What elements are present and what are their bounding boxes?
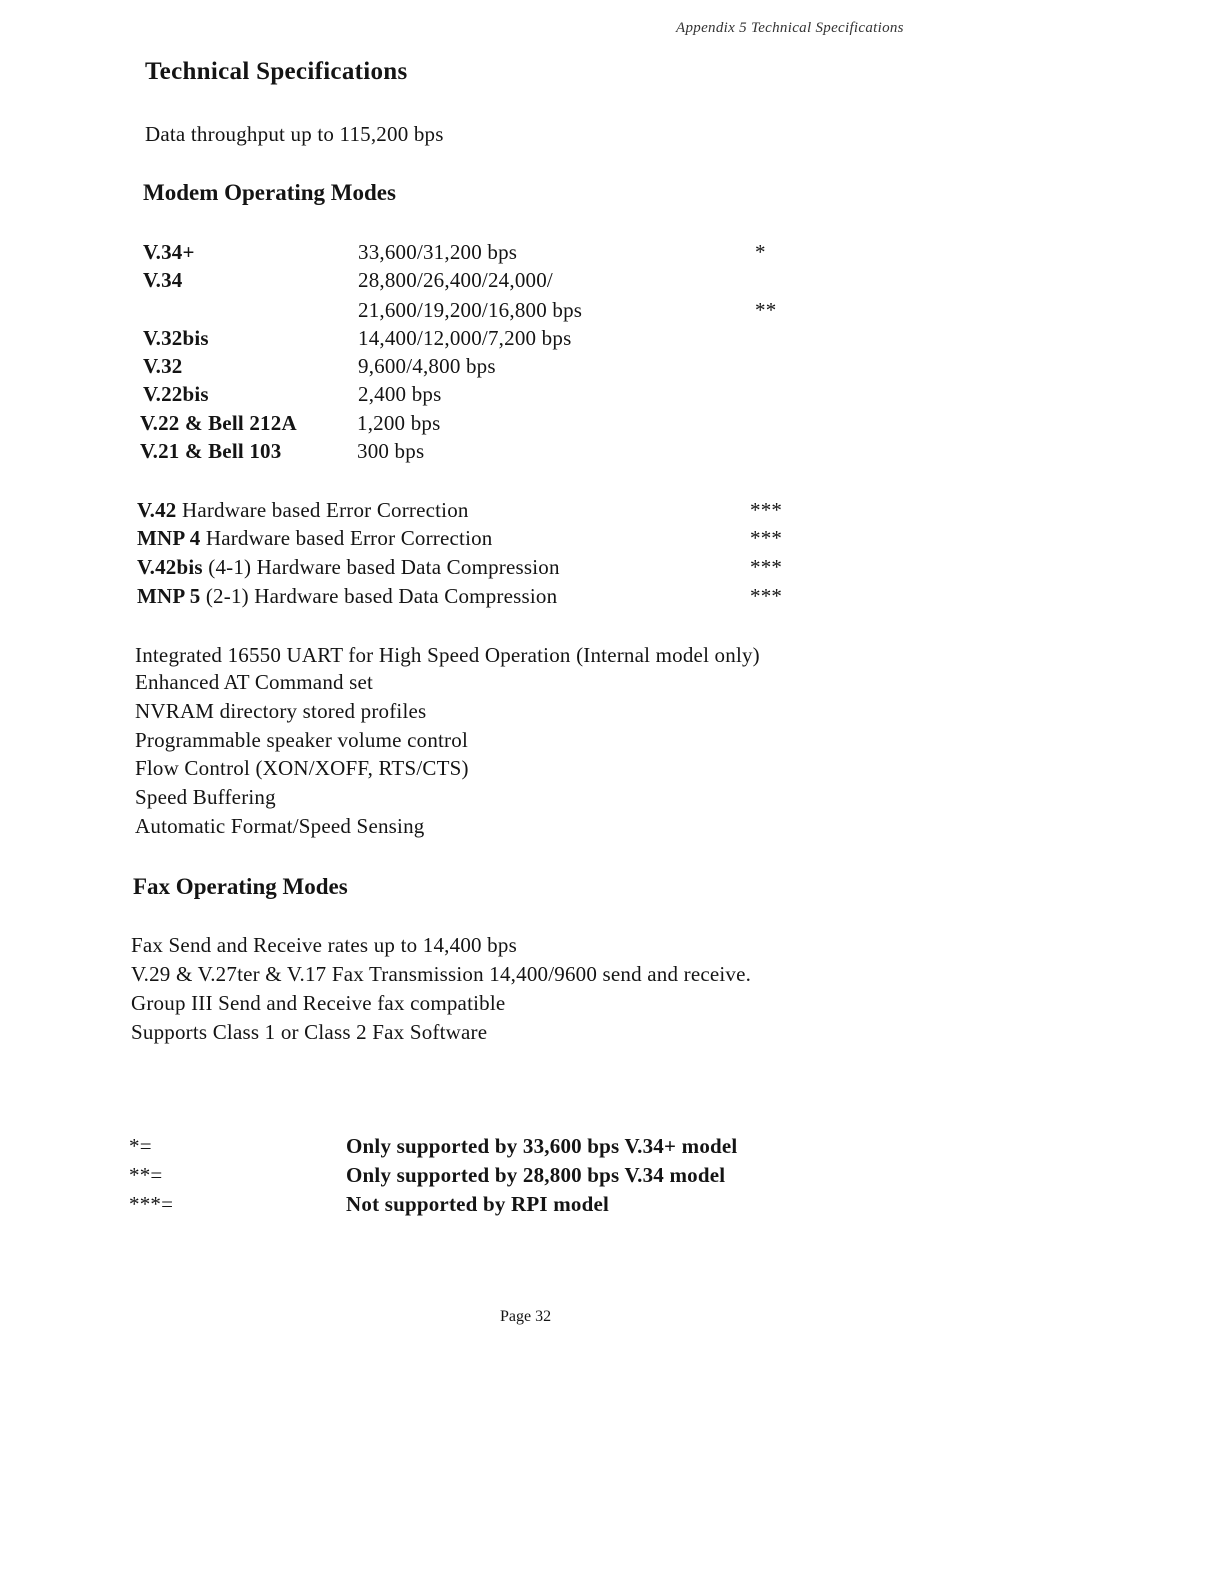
feature-row xyxy=(137,584,557,609)
feature-row xyxy=(137,555,560,580)
feature-mark: *** xyxy=(750,584,783,608)
throughput-text: Data throughput up to 115,200 bps xyxy=(145,122,444,146)
list-item: Enhanced AT Command set xyxy=(135,670,374,694)
mode-standard: V.34 xyxy=(143,268,183,292)
feature-desc: Hardware based Error Correction xyxy=(176,498,469,522)
mode-speed: 28,800/26,400/24,000/ xyxy=(358,268,553,292)
feature-mark: *** xyxy=(750,526,783,550)
mode-standard: V.21 & Bell 103 xyxy=(140,439,282,463)
mode-speed: 21,600/19,200/16,800 bps xyxy=(358,298,583,322)
footnote-key: ***= xyxy=(129,1192,174,1216)
list-item: Integrated 16550 UART for High Speed Operation (Internal model only) xyxy=(135,643,760,667)
footnote-key: *= xyxy=(129,1134,152,1158)
fax-section-heading: Fax Operating Modes xyxy=(133,874,348,899)
mode-speed: 9,600/4,800 bps xyxy=(358,354,496,378)
list-item: Flow Control (XON/XOFF, RTS/CTS) xyxy=(135,756,469,780)
feature-mark: *** xyxy=(750,555,783,579)
feature-mark: *** xyxy=(750,498,783,522)
running-header: Appendix 5 Technical Specifications xyxy=(676,20,904,36)
feature-desc: Hardware based Error Correction xyxy=(200,526,493,550)
page-number: Page 32 xyxy=(500,1308,552,1325)
feature-name: MNP 4 xyxy=(137,526,201,550)
list-item: Fax Send and Receive rates up to 14,400 bps xyxy=(131,933,517,957)
list-item: Speed Buffering xyxy=(135,785,276,809)
list-item: V.29 & V.27ter & V.17 Fax Transmission 14,400/9600 send and receive. xyxy=(131,962,752,986)
modem-section-heading: Modem Operating Modes xyxy=(143,180,396,205)
feature-name: V.42bis xyxy=(137,555,203,579)
feature-row xyxy=(137,526,493,551)
mode-mark: ** xyxy=(755,298,777,322)
mode-speed: 33,600/31,200 bps xyxy=(358,240,518,264)
footnote-text: Not supported by RPI model xyxy=(346,1192,610,1216)
feature-desc: (2-1) Hardware based Data Compression xyxy=(200,584,558,608)
list-item: Supports Class 1 or Class 2 Fax Software xyxy=(131,1020,488,1044)
mode-standard: V.22bis xyxy=(143,382,209,406)
list-item: Group III Send and Receive fax compatible xyxy=(131,991,506,1015)
feature-name: MNP 5 xyxy=(137,584,201,608)
footnote-text: Only supported by 33,600 bps V.34+ model xyxy=(346,1134,738,1158)
feature-desc: (4-1) Hardware based Data Compression xyxy=(202,555,560,579)
feature-row xyxy=(137,498,469,523)
footnote-key: **= xyxy=(129,1163,163,1187)
mode-standard: V.34+ xyxy=(143,240,195,264)
list-item: Automatic Format/Speed Sensing xyxy=(135,814,425,838)
mode-speed: 2,400 bps xyxy=(358,382,442,406)
mode-standard: V.22 & Bell 212A xyxy=(140,411,297,435)
page-title: Technical Specifications xyxy=(145,58,408,85)
mode-speed: 1,200 bps xyxy=(357,411,441,435)
mode-mark: * xyxy=(755,240,766,264)
list-item: NVRAM directory stored profiles xyxy=(135,699,427,723)
mode-standard: V.32bis xyxy=(143,326,209,350)
footnote-text: Only supported by 28,800 bps V.34 model xyxy=(346,1163,726,1187)
list-item: Programmable speaker volume control xyxy=(135,728,468,752)
mode-speed: 14,400/12,000/7,200 bps xyxy=(358,326,572,350)
feature-name: V.42 xyxy=(137,498,177,522)
mode-standard: V.32 xyxy=(143,354,183,378)
mode-speed: 300 bps xyxy=(357,439,425,463)
